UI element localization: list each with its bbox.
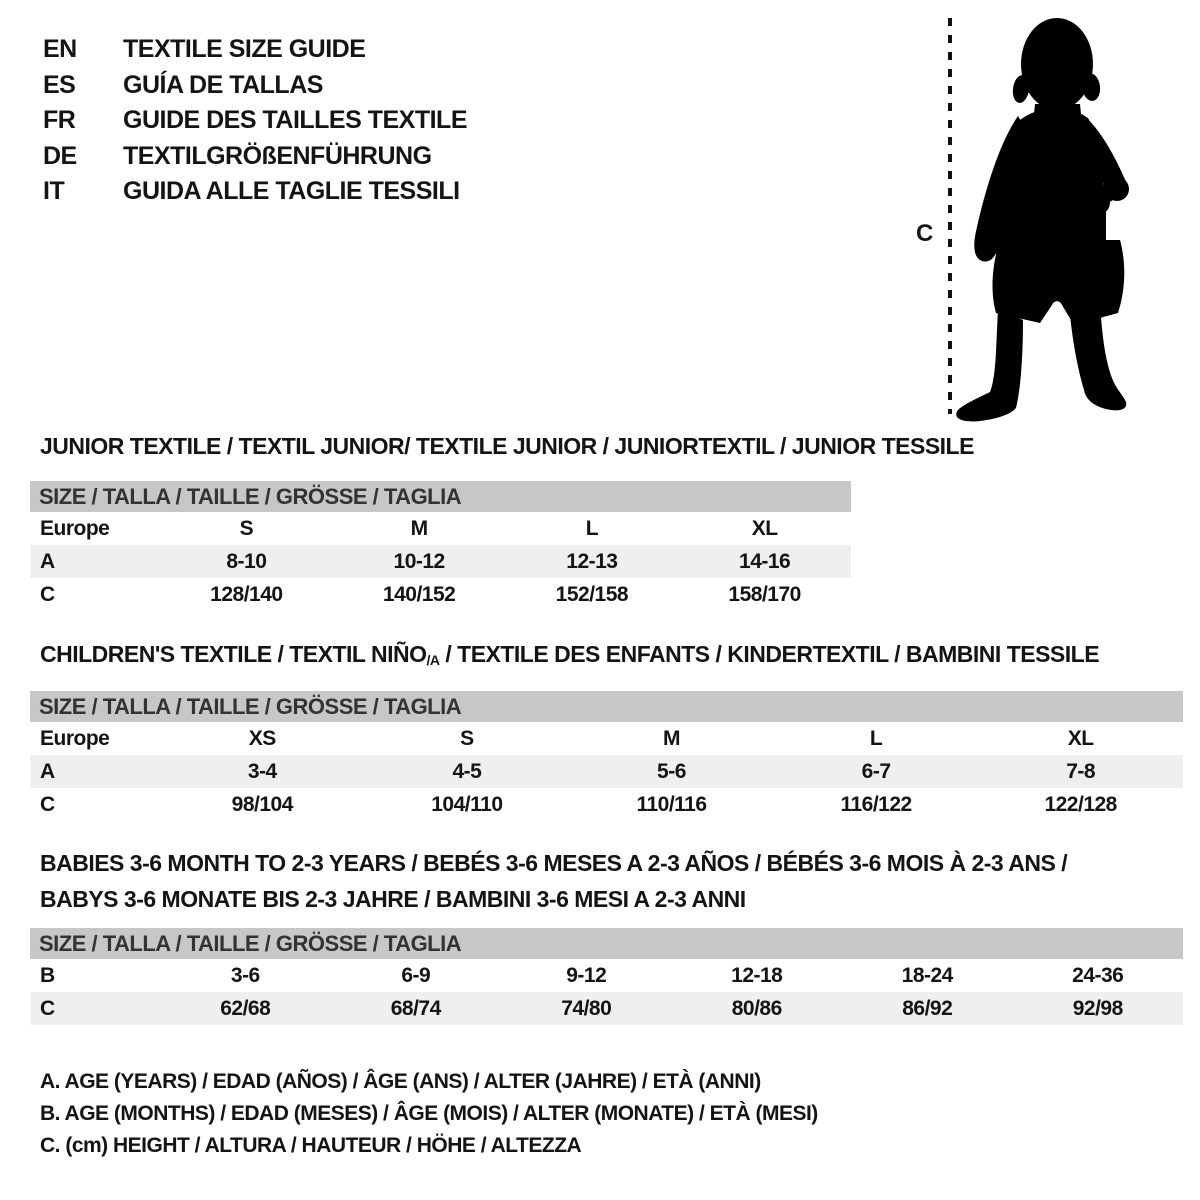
guide-title: GUIDA ALLE TAGLIE TESSILI: [123, 177, 460, 205]
age-value: 6-7: [861, 760, 891, 783]
age-value: 7-8: [1066, 760, 1096, 783]
months-value: 3-6: [230, 964, 260, 987]
region-label: Europe: [40, 727, 110, 750]
legend-line-a: A. AGE (YEARS) / EDAD (AÑOS) / ÂGE (ANS) / ALTER (JAHRE) / ETÀ (ANNI): [40, 1070, 761, 1093]
size-column-header: L: [585, 517, 599, 540]
height-value: 104/110: [431, 793, 503, 816]
size-column-header: S: [239, 517, 254, 540]
size-column-header: XL: [751, 517, 778, 540]
guide-title: GUIDE DES TAILLES TEXTILE: [123, 106, 468, 134]
language-code: ES: [43, 70, 76, 99]
junior-size-table: [30, 481, 851, 611]
height-value: 74/80: [561, 997, 612, 1020]
table-row-height: [30, 788, 1183, 821]
months-value: 24-36: [1072, 964, 1124, 987]
height-value: 68/74: [390, 997, 441, 1020]
toddler-figure: [940, 12, 1140, 422]
table-row-height: [30, 578, 851, 611]
babies-section-title: [40, 845, 1067, 917]
height-value: 92/98: [1072, 997, 1123, 1020]
language-row: [43, 103, 467, 139]
months-value: 9-12: [566, 964, 607, 987]
language-row: [43, 174, 467, 210]
height-value: 98/104: [231, 793, 293, 816]
height-value: 86/92: [902, 997, 953, 1020]
language-row: [43, 68, 467, 104]
months-value: 12-18: [731, 964, 783, 987]
height-value: 110/116: [636, 793, 707, 816]
language-code: FR: [43, 106, 76, 134]
row-label: C: [40, 583, 55, 606]
children-title-sub: /A: [426, 652, 440, 668]
age-value: 4-5: [452, 760, 482, 783]
children-title-main: CHILDREN'S TEXTILE / TEXTIL NIÑO: [40, 641, 427, 667]
language-row: [43, 139, 467, 175]
size-column-header: S: [460, 727, 474, 750]
table-row-age: [30, 755, 1183, 788]
language-row: [43, 32, 467, 68]
babies-size-table: [30, 928, 1183, 1025]
row-label: C: [40, 793, 55, 816]
table-row-europe: [30, 722, 1183, 755]
legend-line-b: B. AGE (MONTHS) / EDAD (MESES) / ÂGE (MOIS) / ALTER (MONATE) / ETÀ (MESI): [40, 1102, 818, 1125]
babies-title-line1: BABIES 3-6 MONTH TO 2-3 YEARS / BEBÉS 3-6 MESES A 2-3 AÑOS / BÉBÉS 3-6 MOIS À 2-3 ANS /: [40, 850, 1068, 876]
height-value: 80/86: [731, 997, 782, 1020]
size-header-bar: SIZE / TALLA / TAILLE / GRÖSSE / TAGLIA: [30, 691, 1183, 722]
language-code: IT: [43, 177, 65, 205]
row-label: A: [40, 550, 55, 573]
age-value: 12-13: [566, 550, 618, 573]
table-row-height: [30, 992, 1183, 1025]
height-value: 122/128: [1044, 793, 1117, 816]
guide-title: GUÍA DE TALLAS: [123, 70, 323, 99]
guide-title: TEXTILGRÖßENFÜHRUNG: [123, 141, 432, 170]
height-value: 62/68: [220, 997, 271, 1020]
size-header-bar: SIZE / TALLA / TAILLE / GRÖSSE / TAGLIA: [30, 481, 851, 512]
babies-title-line2: BABYS 3-6 MONATE BIS 2-3 JAHRE / BAMBINI 3-6 MESI A 2-3 ANNI: [40, 886, 746, 912]
size-column-header: XS: [248, 727, 276, 750]
height-value: 116/122: [840, 793, 912, 816]
size-column-header: M: [410, 517, 428, 540]
toddler-silhouette-icon: [940, 12, 1140, 422]
age-value: 3-4: [247, 760, 277, 783]
language-header: [43, 32, 467, 210]
children-size-table: [30, 691, 1183, 821]
age-value: 14-16: [739, 550, 791, 573]
table-row-age: [30, 545, 851, 578]
height-measure-label: C: [916, 220, 934, 247]
months-value: 6-9: [401, 964, 431, 987]
height-value: 140/152: [382, 583, 456, 606]
table-row-months: [30, 959, 1183, 992]
table-row-europe: [30, 512, 851, 545]
row-label: B: [40, 964, 55, 987]
height-value: 128/140: [210, 583, 283, 606]
row-label: A: [40, 760, 55, 783]
language-code: DE: [43, 141, 77, 170]
months-value: 18-24: [901, 964, 953, 987]
junior-section-title: JUNIOR TEXTILE / TEXTIL JUNIOR/ TEXTILE JUNIOR / JUNIORTEXTIL / JUNIOR TESSILE: [40, 433, 974, 459]
legend: [40, 1066, 818, 1162]
age-value: 8-10: [226, 550, 267, 573]
guide-title: TEXTILE SIZE GUIDE: [123, 35, 366, 63]
height-value: 158/170: [728, 583, 801, 606]
legend-line-c: C. (cm) HEIGHT / ALTURA / HAUTEUR / HÖHE / ALTEZZA: [40, 1134, 582, 1157]
age-value: 10-12: [393, 550, 445, 573]
children-section-title: [40, 641, 1099, 668]
height-value: 152/158: [555, 583, 629, 606]
region-label: Europe: [40, 517, 110, 540]
age-value: 5-6: [657, 760, 686, 783]
size-column-header: L: [869, 727, 883, 750]
children-title-rest: / TEXTILE DES ENFANTS / KINDERTEXTIL / BAMBINI TESSILE: [439, 641, 1100, 667]
size-header-bar: SIZE / TALLA / TAILLE / GRÖSSE / TAGLIA: [30, 928, 1183, 959]
language-code: EN: [43, 35, 77, 63]
size-column-header: XL: [1067, 727, 1094, 750]
size-column-header: M: [662, 727, 680, 750]
row-label: C: [40, 997, 55, 1020]
